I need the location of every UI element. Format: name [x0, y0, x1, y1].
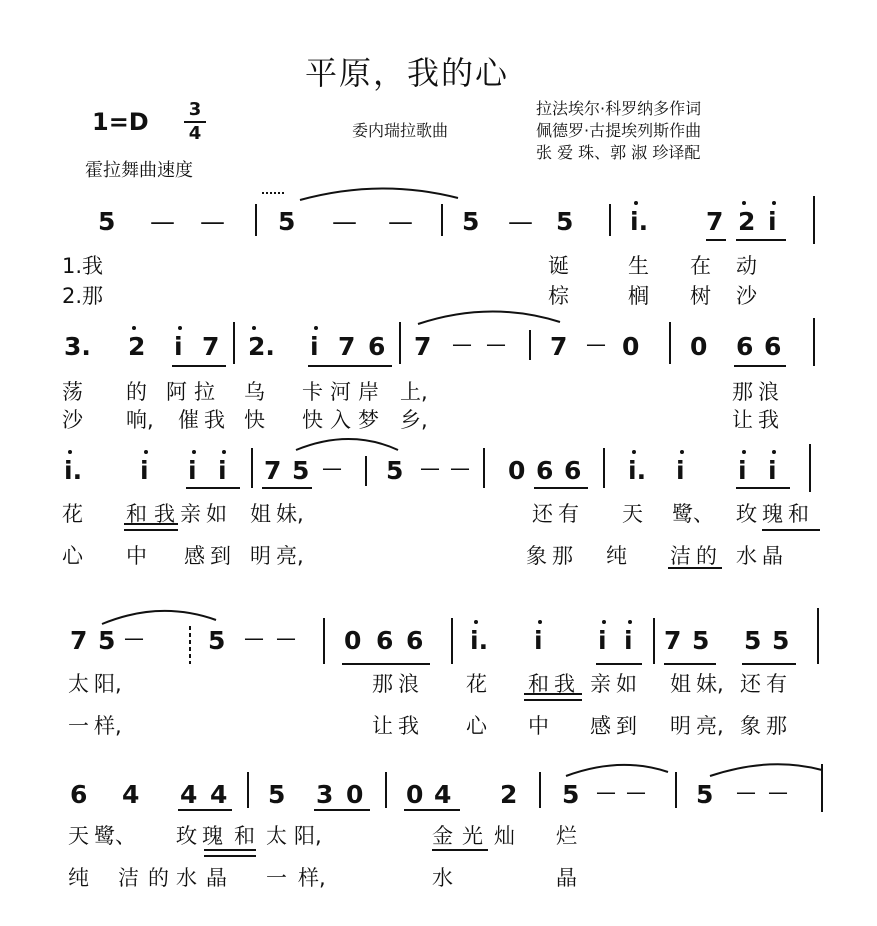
octave-dot	[602, 620, 606, 624]
lyric: 我	[204, 408, 225, 432]
lyric: 晶	[206, 866, 227, 890]
dash: —	[332, 207, 357, 236]
lyric: 我	[554, 672, 575, 696]
lyric: 妹,	[276, 502, 304, 526]
lyric: 和	[528, 672, 549, 696]
dash: —	[486, 332, 506, 356]
note: 7	[338, 332, 356, 361]
octave-dot	[772, 201, 776, 205]
lyric: 瑰	[202, 824, 223, 848]
lyric: 瑰	[762, 502, 783, 526]
note: i	[768, 207, 777, 236]
note: 5	[772, 626, 790, 655]
lyric: 在	[690, 254, 711, 278]
dash: —	[420, 456, 440, 480]
lyric: 乌	[244, 380, 265, 404]
lyric: 亲	[590, 672, 611, 696]
note: 7	[414, 332, 432, 361]
lyric: 沙	[736, 284, 757, 308]
octave-dot	[252, 326, 256, 330]
lyric: 纯	[606, 544, 627, 568]
note: 3.	[64, 332, 91, 361]
note: 6	[536, 456, 554, 485]
lyric: 的	[126, 380, 147, 404]
tie	[300, 188, 458, 200]
note: 2.	[248, 332, 275, 361]
lyric: 花	[62, 502, 83, 526]
note: 6	[70, 780, 88, 809]
note: i	[624, 626, 633, 655]
lyric: 心	[62, 544, 83, 568]
note: i	[738, 456, 747, 485]
note: 5	[562, 780, 580, 809]
dash: —	[244, 626, 264, 650]
lyric: 洁	[118, 866, 139, 890]
note: i	[140, 456, 149, 485]
lyric: 太	[266, 824, 287, 848]
lyric: 中	[528, 714, 549, 738]
tie	[296, 439, 398, 450]
lyric: 乡,	[400, 408, 428, 432]
lyric: 鹭、	[672, 502, 714, 526]
lyric: 快	[302, 408, 323, 432]
tie	[102, 611, 216, 624]
lyric: 还	[740, 672, 761, 696]
lyric: 那	[732, 380, 753, 404]
lyric: 一	[266, 866, 287, 890]
lyric: 姐	[250, 502, 271, 526]
dash: —	[276, 626, 296, 650]
note: 2	[738, 207, 756, 236]
note: 5	[462, 207, 480, 236]
lyric: 棕	[548, 284, 569, 308]
lyric: 纯	[68, 866, 89, 890]
octave-dot	[772, 450, 776, 454]
note: 7	[550, 332, 568, 361]
note: 5	[292, 456, 310, 485]
lyric: 天	[68, 824, 89, 848]
note: 0	[690, 332, 708, 361]
lyric: 那	[372, 672, 393, 696]
dash: —	[150, 207, 175, 236]
note: i.	[628, 456, 647, 485]
lyric: 和	[788, 502, 809, 526]
lyric: 那	[766, 714, 787, 738]
note: 6	[406, 626, 424, 655]
note: 4	[122, 780, 140, 809]
translator-credit: 张 爱 珠、郭 淑 珍译配	[536, 143, 701, 162]
tie	[710, 764, 822, 776]
octave-dot	[634, 201, 638, 205]
lyricist-credit: 拉法埃尔·科罗纳多作词	[536, 99, 702, 118]
note: i	[768, 456, 777, 485]
lyric: 明	[250, 544, 271, 568]
note: i	[676, 456, 685, 485]
lyric: 亲	[180, 502, 201, 526]
note: i.	[64, 456, 83, 485]
lyric: 烂	[556, 824, 577, 848]
note: 5	[208, 626, 226, 655]
note: 4	[434, 780, 452, 809]
lyric: 沙	[62, 408, 83, 432]
genre-label: 委内瑞拉歌曲	[352, 121, 449, 140]
note: 7	[706, 207, 724, 236]
note: i	[534, 626, 543, 655]
note: 4	[210, 780, 228, 809]
lyric: 水	[432, 866, 453, 890]
octave-dot	[680, 450, 684, 454]
lyric: 诞	[548, 254, 569, 278]
dash: —	[596, 780, 616, 804]
dash: —	[388, 207, 413, 236]
lyric: 浪	[758, 380, 779, 404]
note: 5	[98, 626, 116, 655]
dash: —	[124, 626, 144, 650]
octave-dot	[192, 450, 196, 454]
tempo-marking: 霍拉舞曲速度	[85, 160, 193, 181]
note: 5	[98, 207, 116, 236]
note: 3	[316, 780, 334, 809]
song-title: 平原，我的心	[305, 54, 510, 92]
octave-dot	[132, 326, 136, 330]
lyric: 催	[178, 408, 199, 432]
lyric: 和	[234, 824, 255, 848]
note: i	[598, 626, 607, 655]
dash: —	[626, 780, 646, 804]
lyric: 阳,	[94, 672, 122, 696]
note: 7	[202, 332, 220, 361]
note: i.	[470, 626, 489, 655]
dash: —	[508, 207, 533, 236]
note: i	[218, 456, 227, 485]
note: i.	[630, 207, 649, 236]
note: 0	[406, 780, 424, 809]
lyric: 晶	[556, 866, 577, 890]
note: 5	[278, 207, 296, 236]
lyric: 象	[526, 544, 547, 568]
note: 7	[70, 626, 88, 655]
lyric: 生	[628, 254, 649, 278]
lyric: 样,	[94, 714, 122, 738]
lyric: 河	[330, 380, 351, 404]
octave-dot	[742, 201, 746, 205]
note: 0	[508, 456, 526, 485]
octave-dot	[144, 450, 148, 454]
lyric: 让	[732, 408, 753, 432]
lyric: 明	[670, 714, 691, 738]
lyric: 样,	[298, 866, 326, 890]
time-denominator: 4	[188, 123, 202, 144]
lyric: 玫	[176, 824, 197, 848]
lyric: 到	[616, 714, 637, 738]
dash: —	[586, 332, 606, 356]
octave-dot	[474, 620, 478, 624]
dash: —	[452, 332, 472, 356]
note: 5	[386, 456, 404, 485]
lyric: 如	[206, 502, 227, 526]
note: i	[174, 332, 183, 361]
lyric: 入	[330, 408, 351, 432]
note: 5	[696, 780, 714, 809]
lyric: 有	[558, 502, 579, 526]
lyric: 到	[210, 544, 231, 568]
lyric: 的	[696, 544, 717, 568]
dash: —	[322, 456, 342, 480]
lyric: 我	[154, 502, 175, 526]
note: 5	[692, 626, 710, 655]
lyric: 快	[244, 408, 265, 432]
lyric: 浪	[398, 672, 419, 696]
lyric: 玫	[736, 502, 757, 526]
lyric: 灿	[494, 824, 515, 848]
note: 6	[764, 332, 782, 361]
time-numerator: 3	[188, 99, 202, 120]
lyric: 响,	[126, 408, 154, 432]
note: 0	[622, 332, 640, 361]
lyric: 亮,	[276, 544, 304, 568]
octave-dot	[314, 326, 318, 330]
lyric: 有	[766, 672, 787, 696]
octave-dot	[178, 326, 182, 330]
lyric: 卡	[302, 380, 323, 404]
lyric: 心	[466, 714, 487, 738]
octave-dot	[742, 450, 746, 454]
lyric: 感	[184, 544, 205, 568]
lyric: 上,	[400, 380, 428, 404]
note: 7	[664, 626, 682, 655]
lyric: 1.我	[62, 254, 104, 278]
lyric: 动	[736, 254, 757, 278]
lyric: 光	[462, 824, 483, 848]
lyric: 2.那	[62, 284, 104, 308]
lyric: 感	[590, 714, 611, 738]
note: 7	[264, 456, 282, 485]
lyric: 树	[690, 284, 711, 308]
lyric: 洁	[670, 544, 691, 568]
lyric: 一	[68, 714, 89, 738]
note: 5	[268, 780, 286, 809]
note: 6	[376, 626, 394, 655]
lyric: 拉	[194, 380, 215, 404]
lyric: 晶	[762, 544, 783, 568]
note: 2	[128, 332, 146, 361]
lyric: 亮,	[696, 714, 724, 738]
lyric: 那	[552, 544, 573, 568]
tie	[566, 765, 668, 776]
lyric: 姐	[670, 672, 691, 696]
lyric: 太	[68, 672, 89, 696]
lyric: 阳,	[294, 824, 322, 848]
octave-dot	[632, 450, 636, 454]
note: i	[310, 332, 319, 361]
lyric: 岸	[358, 380, 379, 404]
octave-dot	[222, 450, 226, 454]
lyric: 金	[432, 824, 453, 848]
lyric: 天	[622, 502, 643, 526]
note: 6	[368, 332, 386, 361]
lyric: 鹭、	[94, 824, 136, 848]
dash: —	[768, 780, 788, 804]
octave-dot	[68, 450, 72, 454]
lyric: 如	[616, 672, 637, 696]
note: 5	[556, 207, 574, 236]
lyric: 榈	[628, 284, 649, 308]
composer-credit: 佩德罗·古提埃列斯作曲	[536, 121, 702, 140]
dash: —	[200, 207, 225, 236]
lyric: 水	[736, 544, 757, 568]
lyric: 象	[740, 714, 761, 738]
lyric: 我	[398, 714, 419, 738]
dash: —	[736, 780, 756, 804]
octave-dot	[538, 620, 542, 624]
lyric: 水	[176, 866, 197, 890]
note: 2	[500, 780, 518, 809]
lyric: 阿	[166, 380, 187, 404]
octave-dot	[628, 620, 632, 624]
tie	[418, 311, 560, 324]
lyric: 和	[126, 502, 147, 526]
lyric: 还	[532, 502, 553, 526]
note: 5	[744, 626, 762, 655]
lyric: 的	[148, 866, 169, 890]
note: 0	[346, 780, 364, 809]
lyric: 梦	[358, 408, 379, 432]
lyric: 中	[126, 544, 147, 568]
note: 4	[180, 780, 198, 809]
note: 0	[344, 626, 362, 655]
note: i	[188, 456, 197, 485]
lyric: 妹,	[696, 672, 724, 696]
note: 6	[564, 456, 582, 485]
dash: —	[450, 456, 470, 480]
lyric: 让	[372, 714, 393, 738]
key-signature: 1=D	[92, 108, 149, 136]
lyric: 我	[758, 408, 779, 432]
lyric: 荡	[62, 380, 83, 404]
note: 6	[736, 332, 754, 361]
lyric: 花	[466, 672, 487, 696]
